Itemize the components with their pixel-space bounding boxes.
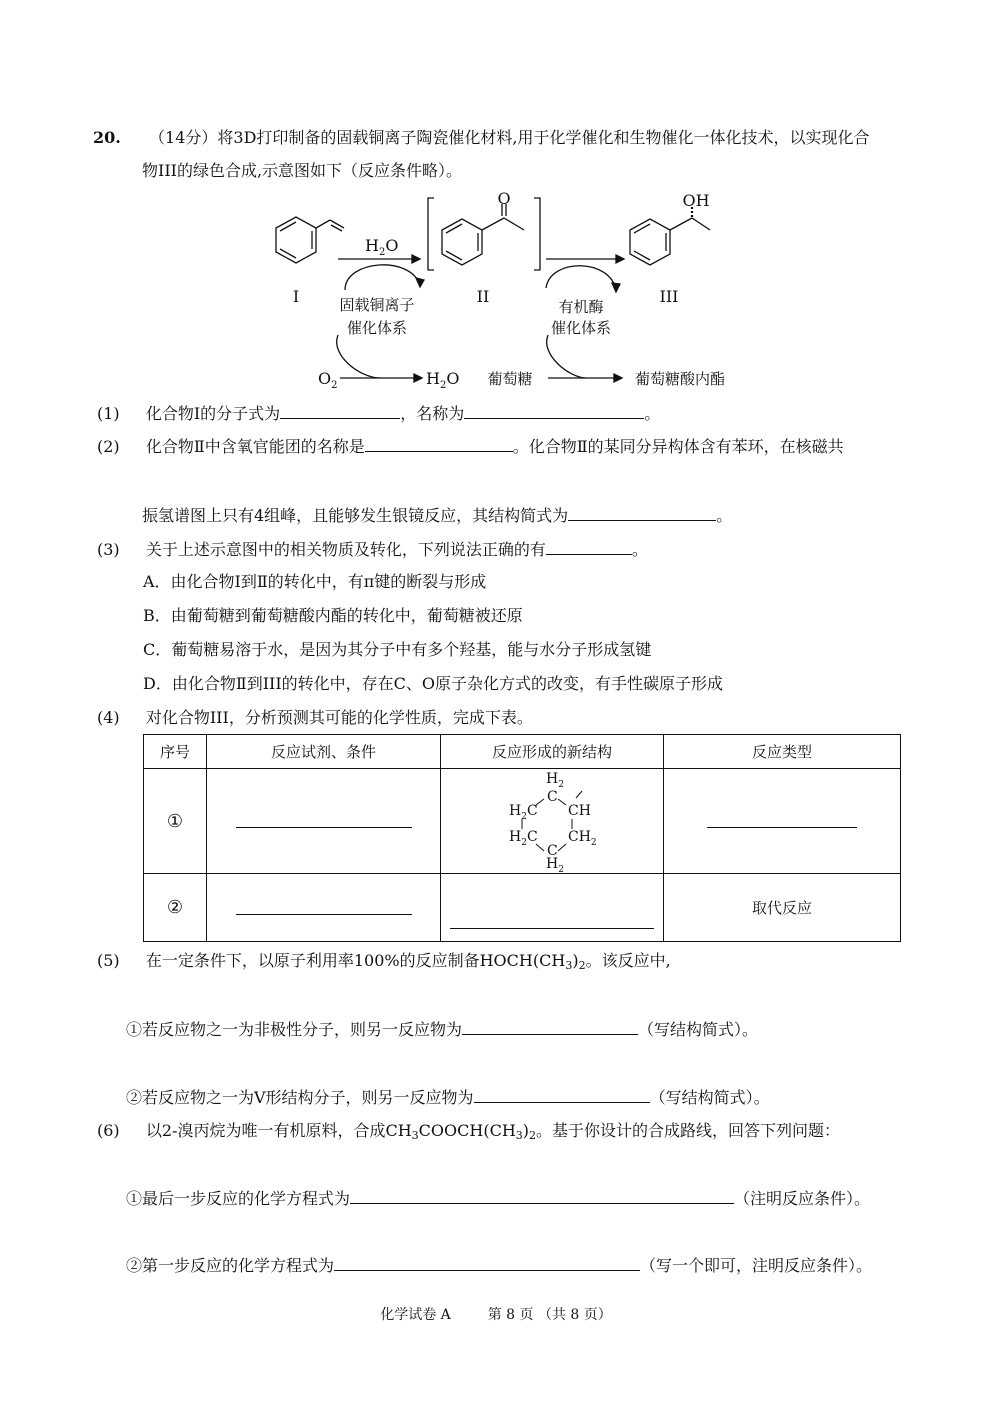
question-score: （14分） [149,128,218,147]
svg-text:CH2: $CH_2$ [568,829,597,848]
footer-subject: 化学试卷 A [380,1307,451,1323]
q3-option-d: D．由化合物Ⅱ到III的转化中，存在C、O原子杂化方式的改变，有手性碳原子形成 [143,674,724,693]
q6-text-d: 。基于你设计的合成路线，回答下列问题： [536,1121,841,1140]
q6-text-b: COOCH(CH [418,1121,516,1140]
h2o-top: $H_2O$ [365,236,399,258]
q5-item2-text-a: ②若反应物之一为V形结构分子，则另一反应物为 [126,1088,474,1107]
svg-text:C: C [547,843,558,859]
page-footer [0,1304,992,1324]
q2-text-c: 振氢谱图上只有4组峰，且能够发生银镜反应，其结构简式为 [142,506,569,525]
row1-type[interactable] [664,769,901,874]
table-header-row [144,735,901,769]
svg-text:H2: $H_2$ [546,771,564,790]
compound-II-structure [442,204,524,265]
q6-number: (6) [97,1121,120,1140]
gluconolactone-label: 葡萄糖酸内酯 [634,370,726,388]
q2-text-a: 化合物Ⅱ中含氧官能团的名称是 [145,437,365,456]
q1-text-a: 化合物Ⅰ的分子式为 [145,404,281,423]
label-compound-II: II [476,287,490,306]
catalyst1-line2: 催化体系 [346,319,408,337]
q6-sub3: 2 [529,1129,537,1142]
q6-item1 [126,1187,870,1210]
q3-stem [97,538,648,561]
q6-item1-text-b: （注明反应条件）。 [734,1189,871,1208]
row1-index: ① [144,769,207,874]
h2o-bottom: $H_2O$ [426,369,460,391]
q1-text-b: ，名称为 [400,404,465,423]
q2-answer-structure[interactable] [568,504,716,521]
q3-option-c: C．葡萄糖易溶于水，是因为其分子中有多个羟基，能与水分子形成氢键 [143,640,652,659]
q2-text-b: 。化合物Ⅱ的某同分异构体含有苯环，在核磁共 [512,437,844,456]
q1-answer-formula[interactable] [280,402,400,419]
table-row [144,769,901,874]
svg-text:CH: CH [568,803,591,819]
q1-answer-name[interactable] [464,402,644,419]
question-header [93,127,870,149]
q1-text-c: 。 [644,404,661,423]
q6-answer1[interactable] [350,1187,734,1204]
q5-item2 [126,1086,770,1109]
q1 [97,402,660,425]
q2-number: (2) [97,437,120,456]
cyclohexyl-structure [492,769,612,875]
header-reaction-type: 反应类型 [664,735,901,769]
q2-line1 [97,435,844,458]
q3-option-a: A．由化合物Ⅰ到Ⅱ的转化中，有π键的断裂与形成 [143,572,487,591]
q6-item1-text-a: ①最后一步反应的化学方程式为 [126,1189,351,1208]
q6-item2-text-a: ②第一步反应的化学方程式为 [126,1256,335,1275]
q2-answer-group[interactable] [365,435,513,452]
q2-text-d: 。 [716,506,733,525]
header-reagents: 反应试剂、条件 [207,735,441,769]
q5-sub2: 2 [578,959,586,972]
row1-reagents[interactable] [207,769,441,874]
q6-sub2: 3 [515,1129,523,1142]
svg-text:C: C [547,789,558,805]
q5-number: (5) [97,951,120,970]
q5-answer2[interactable] [474,1086,650,1103]
row2-type: 取代反应 [664,874,901,942]
svg-text:H2C: $H_2C$ [509,829,538,848]
q3-number: (3) [97,540,120,559]
catalyst2-line1: 有机酶 [558,298,604,316]
catalyst1-line1: 固载铜离子 [339,296,415,314]
q2-line2 [142,504,732,527]
header-new-structure: 反应形成的新结构 [441,735,664,769]
q6-sub1: 3 [411,1129,419,1142]
q5-item1-text-b: （写结构简式）。 [638,1020,759,1039]
q6-stem [97,1120,840,1142]
q3-text-b: 。 [631,540,648,559]
glucose-label: 葡萄糖 [487,370,533,388]
label-compound-I: I [292,287,300,306]
q6-item2 [126,1254,872,1277]
compound-I-structure [276,217,344,263]
q5-item1-text-a: ①若反应物之一为非极性分子，则另一反应物为 [126,1020,463,1039]
ketone-O: O [497,189,511,208]
label-compound-III: III [659,287,679,306]
question-intro-line1: 将3D打印制备的固载铜离子陶瓷催化材料,用于化学催化和生物催化一体化技术，以实现化合 [217,128,870,147]
q6-text-a: 以2-溴丙烷为唯一有机原料，合成CH [145,1121,412,1140]
q3-text-a: 关于上述示意图中的相关物质及转化，下列说法正确的有 [145,540,546,559]
footer-page-number: 第 8 页 （共 8 页） [487,1307,612,1323]
row2-index: ② [144,874,207,942]
svg-text:H2C: $H_2C$ [509,803,538,822]
q6-item2-text-b: （写一个即可，注明反应条件）。 [640,1256,873,1275]
row1-structure [441,769,664,874]
q6-answer2[interactable] [334,1254,640,1271]
svg-text:H2: $H_2$ [546,856,564,875]
q4-number: (4) [97,708,120,727]
q5-sub1: 3 [565,959,573,972]
row2-reagents[interactable] [207,874,441,942]
q5-stem [97,950,671,972]
q1-number: (1) [97,404,120,423]
question-intro-line2: 物III的绿色合成,示意图如下（反应条件略）。 [142,161,463,180]
q5-text-b: ) [572,951,579,970]
q5-answer1[interactable] [462,1018,638,1035]
q6-text-c: ) [522,1121,530,1140]
catalyst2-line2: 催化体系 [550,319,612,337]
q3-answer[interactable] [546,538,632,555]
compound-III-structure [630,206,710,265]
q4-table [143,734,901,942]
reaction-scheme [250,190,750,390]
question-number: 20. [93,128,121,147]
q5-item2-text-b: （写结构简式）。 [649,1088,770,1107]
q4-stem [97,707,533,729]
o2-label: $O_2$ [318,369,338,391]
table-row [144,874,901,942]
q5-item1 [126,1018,758,1041]
row2-structure[interactable] [441,874,664,942]
hydroxyl-OH: OH [682,191,710,210]
header-index: 序号 [144,735,207,769]
q3-option-b: B．由葡萄糖到葡萄糖酸内酯的转化中，葡萄糖被还原 [143,606,523,625]
q5-text-a: 在一定条件下，以原子利用率100%的反应制备HOCH(CH [145,951,566,970]
q4-text: 对化合物III，分析预测其可能的化学性质，完成下表。 [145,708,533,727]
q5-text-c: 。该反应中, [585,951,671,970]
